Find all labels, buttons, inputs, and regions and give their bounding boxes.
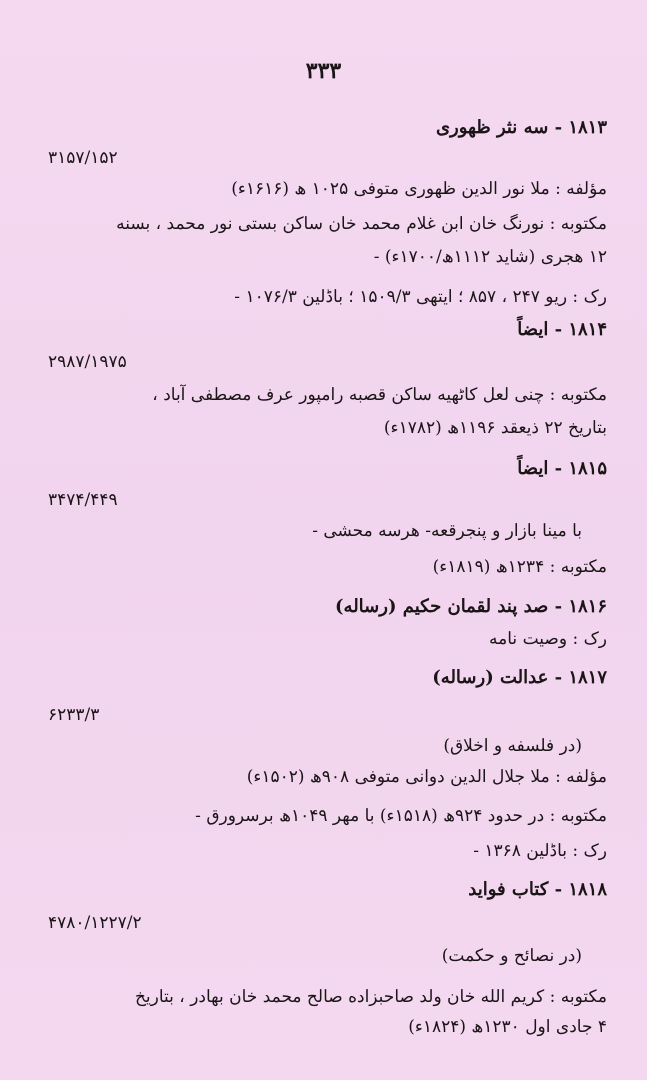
entry-1815-ref: ۳۴۷۴/۴۴۹ (48, 490, 118, 510)
page-number: ۳۳۳ (305, 58, 342, 84)
entry-1817-author: مؤلفه : ملا جلال الدین دوانی متوفی ۹۰۸ھ (۱۵۰۲ء) (246, 767, 607, 787)
entry-1816-rak: رک : وصیت نامه (489, 629, 607, 649)
entry-1813-scribe-line2: ۱۲ هجری (شاید ۱۱۱۲ھ/۱۷۰۰ء) - (373, 247, 607, 267)
entry-1815-scribe: مکتوبه : ۱۲۳۴ھ (۱۸۱۹ء) (432, 557, 607, 577)
entry-1818-ref: ۴۷۸۰/۱۲۲۷/۲ (48, 913, 142, 933)
entry-1813-author: مؤلفه : ملا نور الدین ظهوری متوفی ۱۰۲۵ ھ (۱۶۱۶ء) (231, 179, 607, 199)
entry-1813-rak: رک : ریو ۲۴۷ ، ۸۵۷ ؛ ایتھی ۱۵۰۹/۳ ؛ باڈلین ۱۰۷۶/۳ - (234, 287, 607, 307)
entry-1817-subject: (در فلسفه و اخلاق) (443, 736, 582, 756)
entry-1818-scribe-line2: ۴ جادی اول ۱۲۳۰ھ (۱۸۲۴ء) (408, 1017, 607, 1037)
entry-1818-subject: (در نصائح و حکمت) (441, 946, 582, 966)
entry-1813-scribe-line1: مکتوبه : نورنگ خان ابن غلام محمد خان ساکن بستی نور محمد ، بسنه (116, 214, 607, 234)
entry-1817-rak: رک : باڈلین ۱۳۶۸ - (473, 841, 607, 861)
entry-1813-heading: ۱۸۱۳ - سه نثر ظهوری (435, 117, 607, 138)
entry-1816-heading: ۱۸۱۶ - صد پند لقمان حکیم (رساله) (335, 596, 607, 617)
entry-1818-heading: ۱۸۱۸ - کتاب فواید (468, 879, 607, 900)
entry-1814-scribe-line1: مکتوبه : چنی لعل کاٹھیه ساکن قصبه رامپور عرف مصطفی آباد ، (152, 385, 607, 405)
entry-1815-heading: ۱۸۱۵ - ایضاً (517, 458, 607, 479)
entry-1814-scribe-line2: بتاریخ ۲۲ ذیعقد ۱۱۹۶ھ (۱۷۸۲ء) (383, 418, 607, 438)
entry-1818-scribe-line1: مکتوبه : کریم الله خان ولد صاحبزاده صالح محمد خان بهادر ، بتاریخ (134, 987, 607, 1007)
entry-1815-note: با مینا بازار و پنجرقعه- هرسه محشی - (312, 521, 582, 541)
entry-1813-ref: ۳۱۵۷/۱۵۲ (48, 148, 118, 168)
entry-1817-heading: ۱۸۱۷ - عدالت (رساله) (432, 667, 607, 688)
entry-1814-heading: ۱۸۱۴ - ایضاً (517, 319, 607, 340)
entry-1817-scribe: مکتوبه : در حدود ۹۲۴ھ (۱۵۱۸ء) با مهر ۱۰۴۹ھ برسرورق - (195, 806, 607, 826)
entry-1814-ref: ۲۹۸۷/۱۹۷۵ (48, 352, 127, 372)
entry-1817-ref: ۶۲۳۳/۳ (48, 705, 100, 725)
